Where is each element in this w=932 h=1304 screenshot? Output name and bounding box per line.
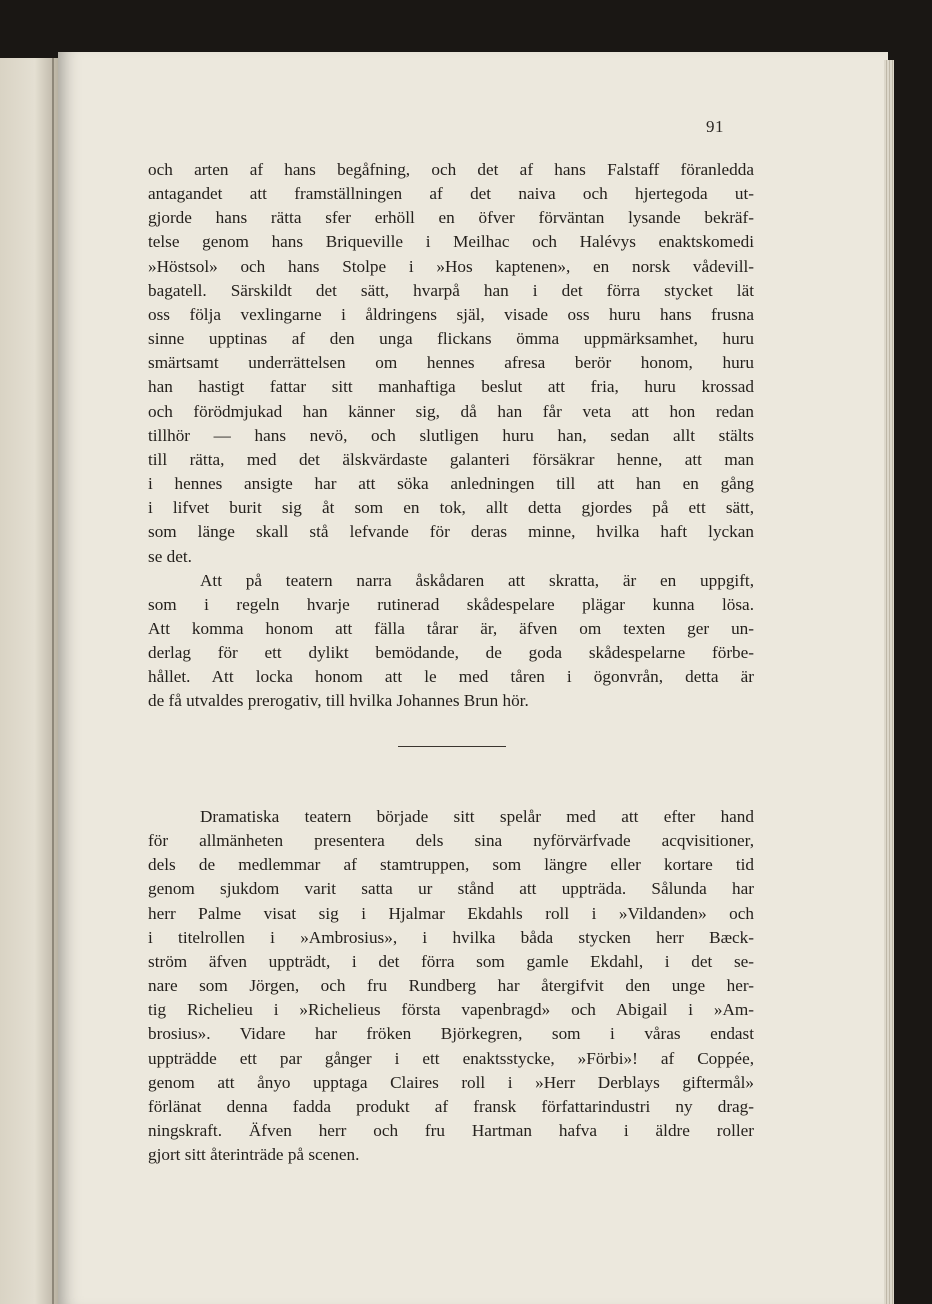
text-line: nare som Jörgen, och fru Rundberg har återgifvit den unge her-: [148, 976, 754, 996]
text-line: dels de medlemmar af stamtruppen, som längre eller kortare tid: [148, 855, 754, 875]
text-line: för allmänheten presentera dels sina nyförvärfvade acqvisitioner,: [148, 831, 754, 851]
text-line: och förödmjukad han känner sig, då han får veta att hon redan: [148, 401, 754, 421]
text-line: ström äfven uppträdt, i det förra som gamle Ekdahl, i det se-: [148, 951, 754, 971]
text-line: i hennes ansigte har att söka anledningen till att han en gång: [148, 474, 754, 494]
paragraph-3: [148, 805, 754, 1167]
text-line: »Höstsol» och hans Stolpe i »Hos kaptenen», en norsk vådevill-: [148, 256, 754, 276]
text-line: gjort sitt återinträde på scenen.: [148, 1145, 360, 1165]
text-line: brosius». Vidare har fröken Björkegren, som i våras endast: [148, 1024, 754, 1044]
page-number: 91: [706, 117, 724, 136]
facing-page-edge: [0, 58, 58, 1304]
text-line: och arten af hans begåfning, och det af hans Falstaff föranledda: [148, 160, 754, 179]
text-line: genom sjukdom varit satta ur stånd att uppträda. Sålunda har: [148, 879, 754, 899]
text-line: oss följa vexlingarne i åldringens själ, visade oss huru hans frusna: [148, 304, 754, 324]
text-line: han hastigt fattar sitt manhaftiga beslut att fria, huru krossad: [148, 377, 754, 397]
text-line: Dramatiska teatern började sitt spelår med att efter hand: [200, 807, 754, 826]
text-line: genom att ånyo upptaga Claires roll i »Herr Derblays giftermål»: [148, 1072, 754, 1092]
text-line: de få utvaldes prerogativ, till hvilka Johannes Brun hör.: [148, 691, 529, 711]
text-line: uppträdde ett par gånger i ett enaktsstycke, »Förbi»! af Coppée,: [148, 1048, 754, 1068]
text-line: derlag för ett dylikt bemödande, de goda skådespelarne förbe-: [148, 643, 754, 663]
text-line: i lifvet burit sig åt som en tok, allt detta gjordes på ett sätt,: [148, 498, 754, 518]
text-line: bagatell. Särskildt det sätt, hvarpå han i det förra stycket lät: [148, 280, 754, 300]
text-line: som länge skall stå lefvande för deras minne, hvilka haft lyckan: [148, 522, 754, 542]
text-line: telse genom hans Briqueville i Meilhac och Halévys enaktskomedi: [148, 232, 754, 252]
text-line: som i regeln hvarje rutinerad skådespelare plägar kunna lösa.: [148, 594, 754, 614]
text-line: antagandet att framställningen af det naiva och hjertegoda ut-: [148, 184, 754, 204]
text-line: tillhör — hans nevö, och slutligen huru han, sedan allt stälts: [148, 425, 754, 445]
text-line: förlänat denna fadda produkt af fransk författarindustri ny drag-: [148, 1096, 754, 1116]
text-line: smärtsamt underrättelsen om hennes afresa berör honom, huru: [148, 353, 754, 373]
paragraph-2: [148, 569, 754, 714]
text-line: herr Palme visat sig i Hjalmar Ekdahls roll i »Vildanden» och: [148, 903, 754, 923]
section-separator-rule: [398, 746, 506, 747]
text-line: gjorde hans rätta sfer erhöll en öfver förväntan lysande bekräf-: [148, 208, 754, 228]
text-line: Att komma honom att fälla tårar är, äfven om texten ger un-: [148, 618, 754, 638]
page-stack-edge: [884, 60, 894, 1304]
paragraph-1: [148, 158, 754, 569]
text-line: Att på teatern narra åskådaren att skratta, är en uppgift,: [200, 570, 754, 590]
text-line: hållet. Att locka honom att le med tåren i ögonvrån, detta är: [148, 667, 754, 687]
section-one: [148, 158, 754, 714]
text-line: i titelrollen i »Ambrosius», i hvilka båda stycken herr Bæck-: [148, 927, 754, 947]
text-line: tig Richelieu i »Richelieus första vapenbragd» och Abigail i »Am-: [148, 1000, 754, 1020]
text-line: till rätta, med det älskvärdaste galanteri försäkrar henne, att man: [148, 449, 754, 469]
text-line: ningskraft. Äfven herr och fru Hartman hafva i äldre roller: [148, 1121, 754, 1141]
text-line: sinne upptinas af den unga flickans ömma uppmärksamhet, huru: [148, 329, 754, 349]
section-two: [148, 805, 754, 1167]
text-line: se det.: [148, 546, 192, 566]
